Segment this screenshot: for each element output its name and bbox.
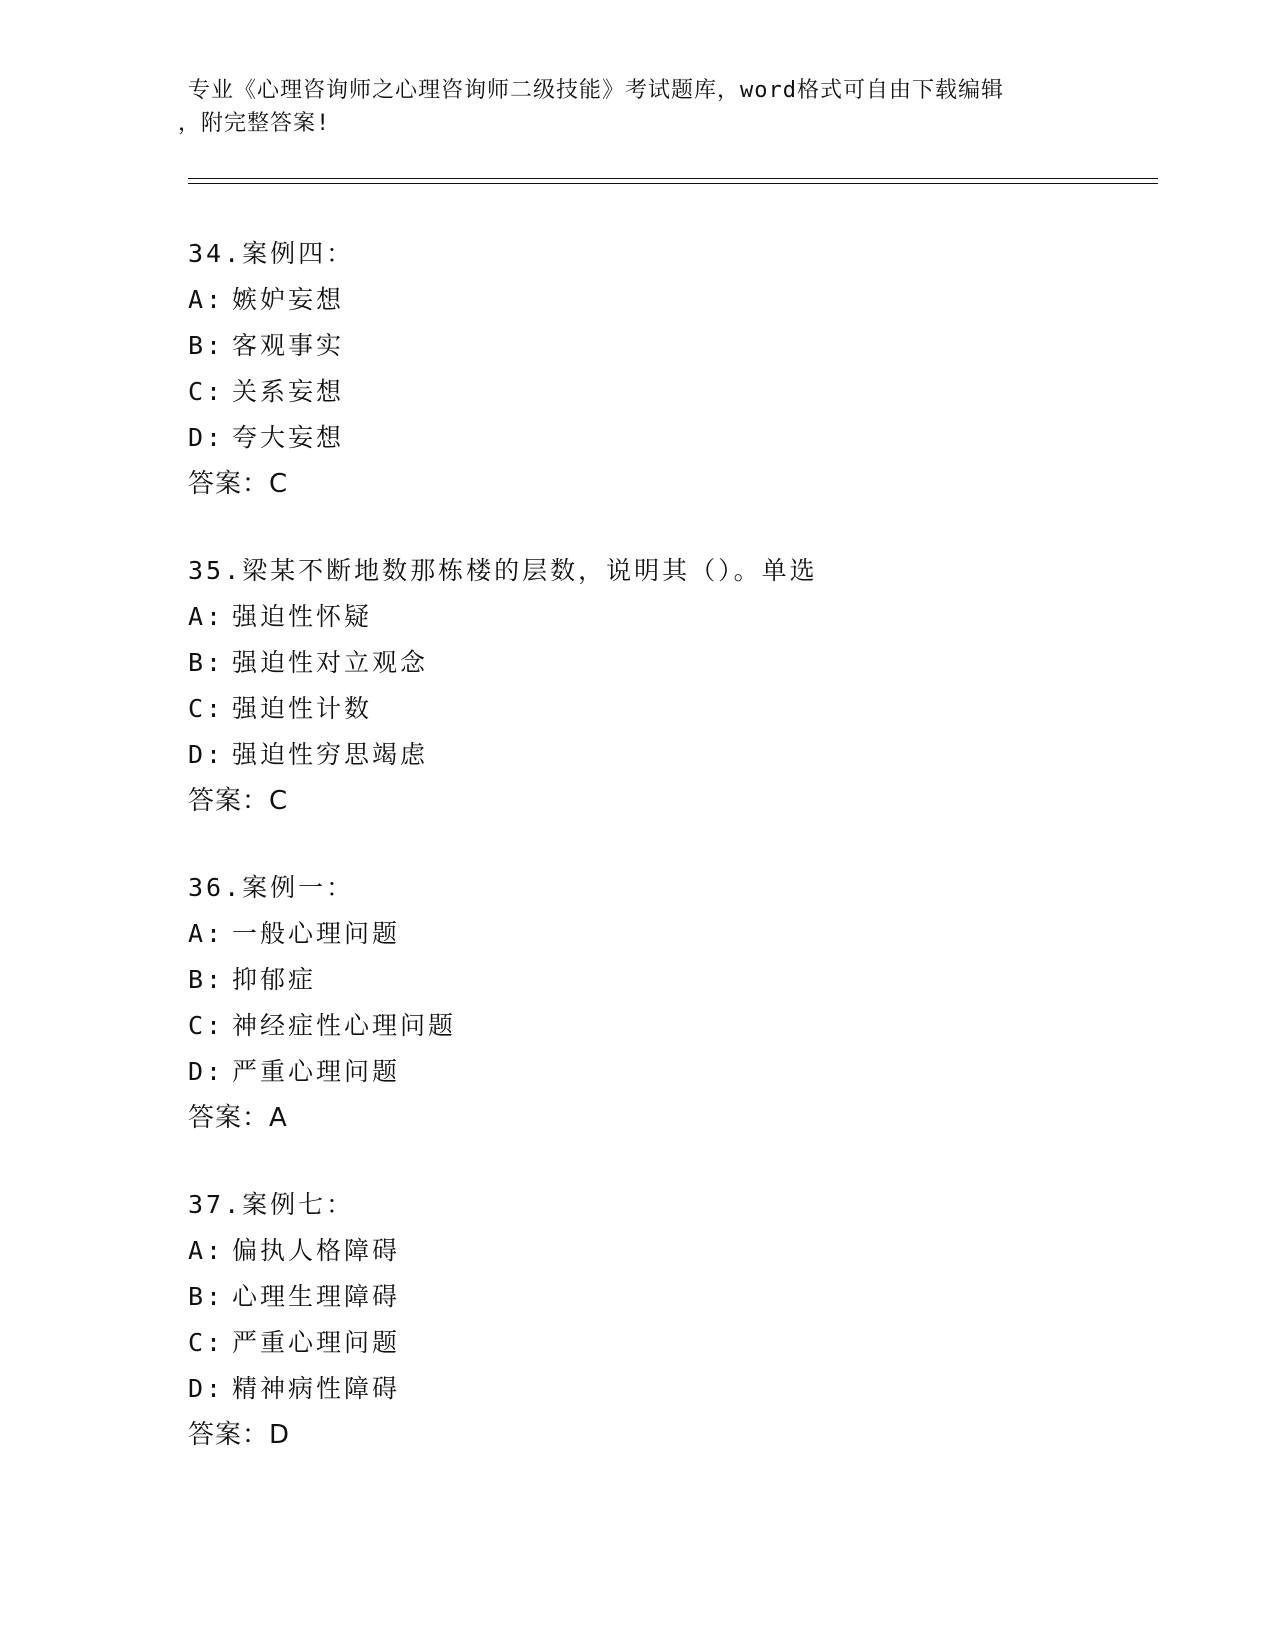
option-key: A:	[188, 1236, 225, 1265]
option-b	[188, 323, 1148, 369]
question-block	[188, 865, 1148, 1141]
option-text: 强迫性计数	[232, 694, 373, 723]
question-title: 36.案例一：	[188, 873, 355, 902]
option-key: C:	[188, 1328, 225, 1357]
option-key: C:	[188, 377, 225, 406]
question-block	[188, 1182, 1148, 1458]
document-header	[178, 74, 1088, 140]
option-text: 关系妄想	[232, 377, 345, 406]
option-a	[188, 594, 1148, 640]
option-key: B:	[188, 648, 225, 677]
answer-line: 答案：A	[188, 1103, 288, 1133]
option-key: D:	[188, 423, 225, 452]
option-d	[188, 415, 1148, 461]
option-text: 严重心理问题	[232, 1328, 401, 1357]
option-text: 神经症性心理问题	[232, 1011, 457, 1040]
option-d	[188, 1049, 1148, 1095]
option-text: 一般心理问题	[232, 919, 401, 948]
question-title: 35.梁某不断地数那栋楼的层数，说明其（）。单选	[188, 556, 818, 585]
header-divider-top	[188, 178, 1158, 179]
option-key: C:	[188, 694, 225, 723]
option-text: 心理生理障碍	[232, 1282, 401, 1311]
question-block	[188, 548, 1148, 824]
option-text: 强迫性怀疑	[232, 602, 373, 631]
option-text: 夸大妄想	[232, 423, 345, 452]
option-key: D:	[188, 1374, 225, 1403]
option-c	[188, 686, 1148, 732]
option-d	[188, 1366, 1148, 1412]
question-title: 37.案例七：	[188, 1190, 355, 1219]
option-text: 严重心理问题	[232, 1057, 401, 1086]
option-a	[188, 911, 1148, 957]
answer-line: 答案：C	[188, 786, 289, 816]
option-d	[188, 732, 1148, 778]
option-c	[188, 1003, 1148, 1049]
option-key: D:	[188, 1057, 225, 1086]
option-key: B:	[188, 965, 225, 994]
option-text: 嫉妒妄想	[232, 285, 345, 314]
option-text: 偏执人格障碍	[232, 1236, 401, 1265]
option-key: A:	[188, 919, 225, 948]
option-key: B:	[188, 1282, 225, 1311]
option-key: B:	[188, 331, 225, 360]
option-b	[188, 1274, 1148, 1320]
question-block	[188, 231, 1148, 507]
header-line-2: ，附完整答案!	[178, 111, 331, 136]
option-b	[188, 640, 1148, 686]
option-text: 精神病性障碍	[232, 1374, 401, 1403]
header-divider-bottom	[188, 183, 1158, 184]
option-key: C:	[188, 1011, 225, 1040]
option-text: 抑郁症	[232, 965, 317, 994]
option-text: 客观事实	[232, 331, 345, 360]
option-a	[188, 1228, 1148, 1274]
option-c	[188, 369, 1148, 415]
answer-line: 答案：C	[188, 469, 289, 499]
option-text: 强迫性对立观念	[232, 648, 429, 677]
option-a	[188, 277, 1148, 323]
option-b	[188, 957, 1148, 1003]
option-key: A:	[188, 602, 225, 631]
header-line-1: 专业《心理咨询师之心理咨询师二级技能》考试题库，word格式可自由下载编辑	[188, 78, 1004, 103]
option-key: D:	[188, 740, 225, 769]
question-title: 34.案例四：	[188, 239, 355, 268]
option-key: A:	[188, 285, 225, 314]
option-c	[188, 1320, 1148, 1366]
answer-line: 答案：D	[188, 1420, 291, 1450]
option-text: 强迫性穷思竭虑	[232, 740, 429, 769]
